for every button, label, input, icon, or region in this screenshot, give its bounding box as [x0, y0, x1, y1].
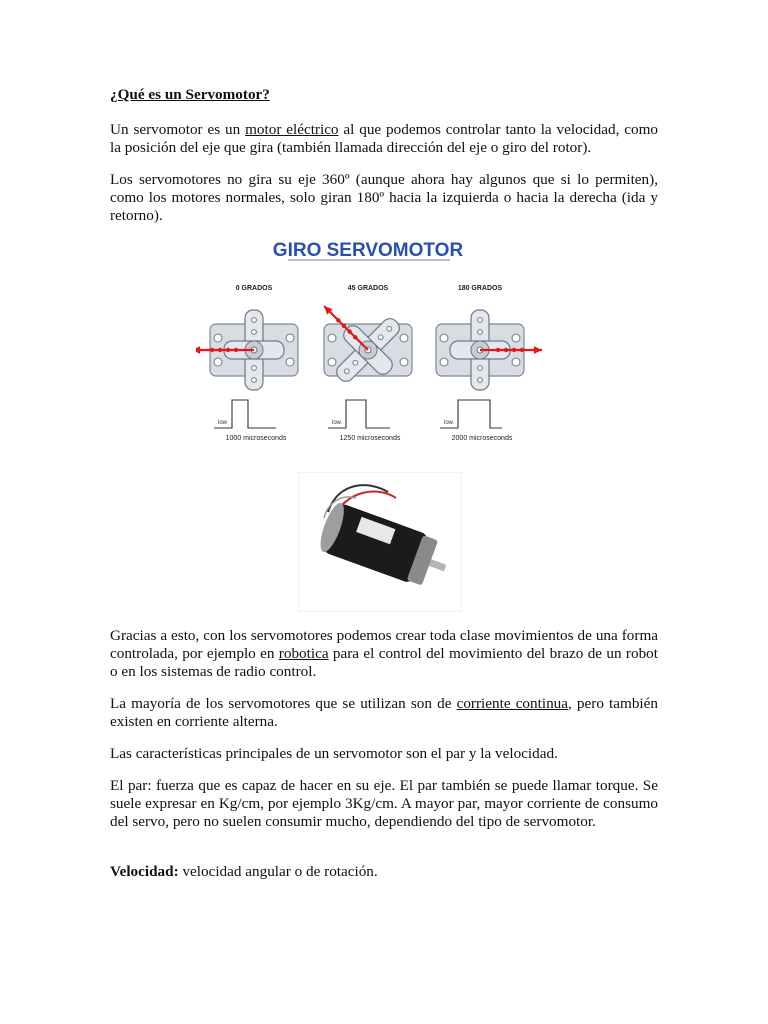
- text: , pero también existen en corriente alterna.: [110, 695, 658, 730]
- diagram-title: GIRO SERVOMOTOR: [272, 240, 464, 261]
- arrow-dot: [504, 348, 508, 352]
- angle-label: 180 GRADOS: [457, 285, 503, 292]
- paragraph-current: [110, 695, 658, 731]
- text: Un servomotor es un: [110, 121, 246, 138]
- link-motor-electrico[interactable]: motor eléctrico: [245, 121, 339, 138]
- speed-label: Velocidad:: [110, 863, 179, 880]
- mount-hole: [286, 358, 294, 366]
- mount-hole: [440, 334, 448, 342]
- text: para el control del movimiento del brazo de un robot o en los sistemas de radio control.: [110, 644, 658, 680]
- arrow-dot: [496, 348, 500, 352]
- paragraph-speed: [110, 863, 658, 881]
- dc-motor-photo: [298, 472, 462, 612]
- paragraph-applications: [110, 627, 658, 680]
- horn-hole: [252, 330, 257, 335]
- mount-hole: [328, 358, 336, 366]
- arrow-dot: [336, 318, 340, 322]
- pulse-label: 1250 microseconds: [339, 435, 401, 442]
- mount-hole: [214, 358, 222, 366]
- low-label: low: [444, 420, 454, 426]
- text: velocidad angular o de rotación.: [178, 863, 378, 880]
- servo-group: [196, 285, 542, 442]
- low-label: low: [332, 420, 342, 426]
- arrow-dot: [218, 348, 222, 352]
- link-corriente-continua[interactable]: corriente continua: [456, 695, 568, 712]
- page-title: ¿Qué es un Servomotor?: [110, 86, 270, 103]
- arrow-dot: [347, 329, 351, 333]
- arrow-head: [196, 346, 200, 354]
- arrow-dot: [512, 348, 516, 352]
- angle-label: 45 GRADOS: [347, 285, 389, 292]
- paragraph-torque: El par: fuerza que es capaz de hacer en su eje. El par también se puede llamar torque. Se suele expresar en Kg/cm, por ejemplo 3Kg/cm. A mayor par, mayor corriente de consumo del servo, pero no suelen consumir mucho, dependiendo del tipo de servomotor.: [110, 777, 658, 830]
- servo-3: [436, 285, 542, 442]
- horn-hole: [252, 318, 257, 323]
- arrow-dot: [353, 335, 357, 339]
- arrow-dot: [226, 348, 230, 352]
- horn-hole: [252, 378, 257, 383]
- low-label: low: [218, 420, 228, 426]
- text: Gracias a esto, con los servomotores podemos crear toda clase movimientos de una forma controlada, por ejemplo en: [110, 627, 658, 662]
- servo-2: [319, 285, 418, 442]
- mount-hole: [400, 358, 408, 366]
- motor-photo-svg: [298, 472, 462, 612]
- servo-1: [196, 285, 298, 442]
- paragraph-definition: [110, 121, 658, 157]
- mount-hole: [400, 334, 408, 342]
- horn-hole: [478, 378, 483, 383]
- arrow-dot: [520, 348, 524, 352]
- mount-hole: [512, 334, 520, 342]
- horn-hole: [478, 318, 483, 323]
- link-robotica[interactable]: robotica: [278, 644, 329, 662]
- diagram-svg: [196, 232, 564, 454]
- horn-hole: [478, 330, 483, 335]
- paragraph-characteristics: Las características principales de un servomotor son el par y la velocidad.: [110, 745, 558, 762]
- arrow-dot: [234, 348, 238, 352]
- mount-hole: [512, 358, 520, 366]
- arrow-head: [534, 346, 542, 354]
- text: al que podemos controlar tanto la velocidad, como la posición del eje que gira (también llamada dirección del eje o giro del rotor).: [110, 121, 659, 156]
- servo-rotation-diagram: [196, 232, 564, 454]
- text: La mayoría de los servomotores que se utilizan son de: [110, 695, 457, 712]
- arrow-dot: [210, 348, 214, 352]
- paragraph-rotation: Los servomotores no gira su eje 360º (aunque ahora hay algunos que si lo permiten), como los motores normales, solo giran 180º hacia la izquierda o hacia la derecha (ida y retorno).: [110, 171, 658, 224]
- mount-hole: [440, 358, 448, 366]
- horn-hole: [252, 366, 257, 371]
- mount-hole: [328, 334, 336, 342]
- mount-hole: [286, 334, 294, 342]
- arrow-dot: [342, 324, 346, 328]
- pulse-label: 1000 microseconds: [225, 435, 287, 442]
- mount-hole: [214, 334, 222, 342]
- angle-label: 0 GRADOS: [235, 285, 273, 292]
- pulse-label: 2000 microseconds: [451, 435, 513, 442]
- horn-hole: [478, 366, 483, 371]
